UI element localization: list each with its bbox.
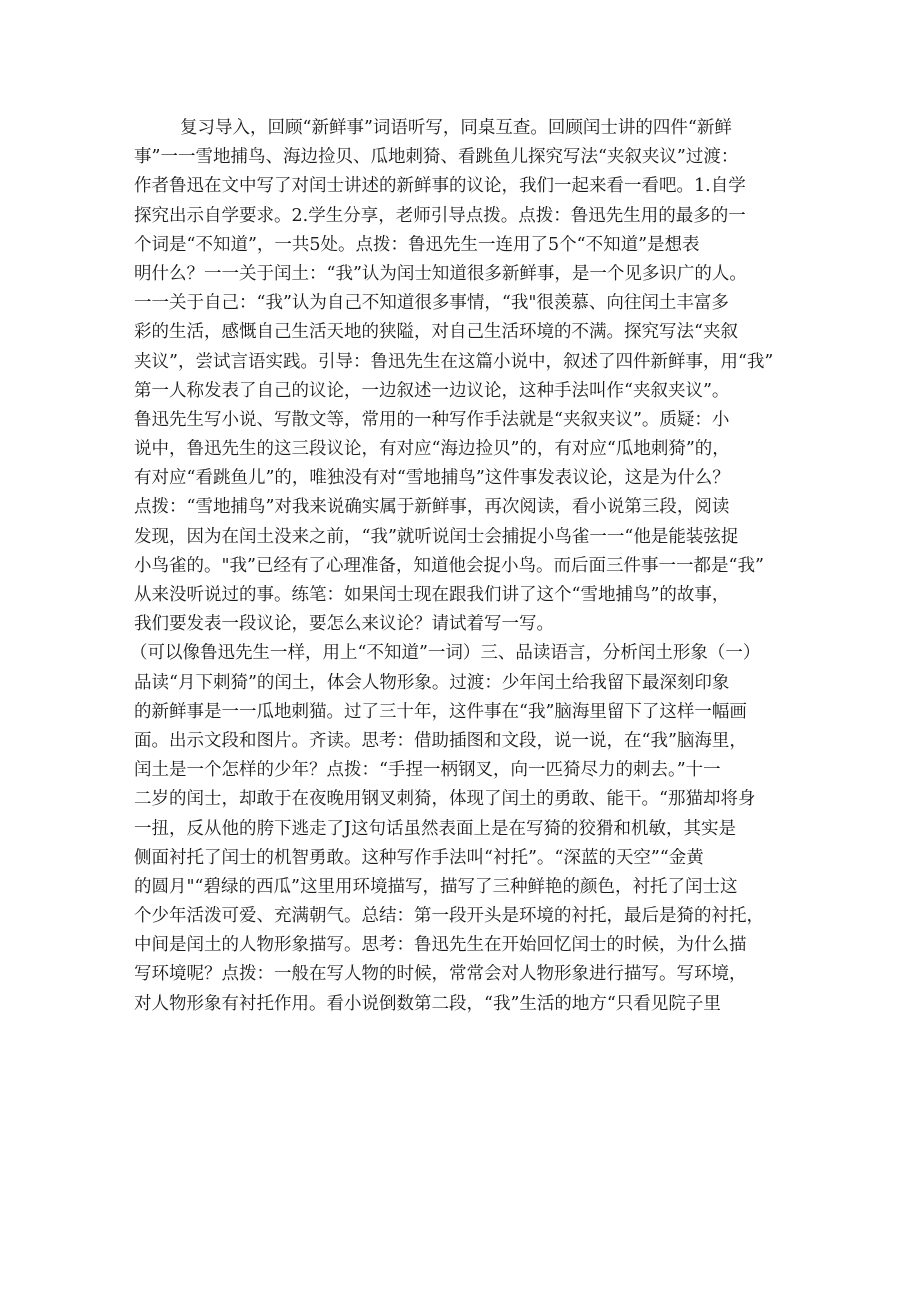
text-line: 复习导入，回顾“新鲜事”词语听写，同桌互查。回顾闰士讲的四件“新鲜 [180, 118, 732, 138]
text-line: 面。出示文段和图片。齐读。思考：借助插图和文段，说一说，在“我”脑海里， [134, 730, 747, 751]
text-line: 侧面衬托了闰士的机智勇敢。这种写作手法叫“衬托”。“深蓝的天空”“金黄 [134, 847, 704, 868]
body-text [130, 114, 814, 1019]
text-line: 点拨：“雪地捕鸟”对我来说确实属于新鲜事，再次阅读，看小说第三段，阅读 [134, 497, 730, 518]
text-line: 我们要发表一段议论，要怎么来议论？请试着写一写。 [134, 614, 554, 635]
text-line: 闰土是一个怎样的少年？点拨：“手捏一柄钢叉，向一匹猗尽力的刺去。”十一 [134, 760, 721, 781]
text-line: 说中，鲁迅先生的这三段议论，有对应“海边捡贝”的，有对应“瓜地刺猗”的， [134, 439, 730, 460]
text-line: 中间是闰土的人物形象描写。思考：鲁迅先生在开始回忆闰士的时候，为什么描 [134, 935, 747, 956]
text-line: 事”一一雪地捕鸟、海边捡贝、瓜地刺猗、看跳鱼儿探究写法“夹叙夹议”过渡： [134, 147, 739, 168]
text-line: 夹议”，尝试言语实践。引导：鲁迅先生在这篇小说中，叙述了四件新鲜事，用“我” [134, 351, 774, 372]
text-line: 个词是“不知道”，一共5处。点拨：鲁迅先生一连用了5个“不知道”是想表 [134, 234, 700, 255]
text-line: 的圆月"“碧绿的西瓜”这里用环境描写，描写了三种鲜艳的颜色，衬托了闰士这 [134, 876, 738, 897]
text-line: （可以像鲁迅先生一样，用上“不知道”一词）三、品读语言，分析闰土形象（一） [130, 643, 761, 664]
text-line: 作者鲁迅在文中写了对闰士讲述的新鲜事的议论，我们一起来看一看吧。1.自学 [134, 176, 746, 197]
text-line: 彩的生活，感慨自己生活天地的狭隘，对自己生活环境的不满。探究写法“夹叙 [134, 322, 738, 343]
text-line: 个少年活泼可爱、充满朝气。总结：第一段开头是环境的衬托，最后是猗的衬托， [134, 906, 764, 927]
text-line: 第一人称发表了自己的议论，一边叙述一边议论，这种手法叫作“夹叙夹议”。 [134, 380, 730, 401]
text-line: 的新鲜事是一一瓜地刺猫。过了三十年，这件事在“我”脑海里留下了这样一幅画 [134, 701, 747, 722]
text-line: 有对应“看跳鱼儿”的，唯独没有对“雪地捕鸟”这件事发表议论，这是为什么？ [134, 468, 730, 489]
text-line: 写环境呢？点拨：一般在写人物的时候，常常会对人物形象进行描写。写环境， [134, 964, 747, 985]
text-line: 发现，因为在闰土没来之前，“我”就听说闰士会捕捉小鸟雀一一“他是能装弦捉 [134, 526, 739, 547]
text-line: 鲁迅先生写小说、写散文等，常用的一种写作手法就是“夹叙夹议”。质疑：小 [134, 409, 730, 430]
text-line: 明什么？一一关于闰土：“我”认为闰士知道很多新鲜事，是一个见多识广的人。 [134, 263, 747, 284]
text-line: 二岁的闰士，却敢于在夜晚用钢叉刺猗，体现了闰土的勇敢、能干。“那猫却将身 [134, 789, 756, 810]
text-line: 从来没听说过的事。练笔：如果闰士现在跟我们讲了这个“雪地捕鸟”的故事， [134, 585, 730, 605]
text-line: 一一关于自己：“我”认为自己不知道很多事情，“我"很羡慕、向往闰土丰富多 [134, 293, 729, 314]
text-line: 对人物形象有衬托作用。看小说倒数第二段，“我”生活的地方“只看见院子里 [134, 993, 721, 1014]
text-line: 探究出示自学要求。2.学生分享，老师引导点拨。点拨：鲁迅先生用的最多的一 [134, 205, 746, 226]
text-line: 一扭，反从他的胯下逃走了J这句话虽然表面上是在写猗的狡猾和机敏，其实是 [134, 818, 737, 839]
text-line: 小鸟雀的。"我”已经有了心理准备，知道他会捉小鸟。而后面三件事一一都是“我” [134, 555, 764, 576]
text-line: 品读“月下刺猗”的闰土，体会人物形象。过渡：少年闰土给我留下最深刻印象 [134, 672, 730, 693]
